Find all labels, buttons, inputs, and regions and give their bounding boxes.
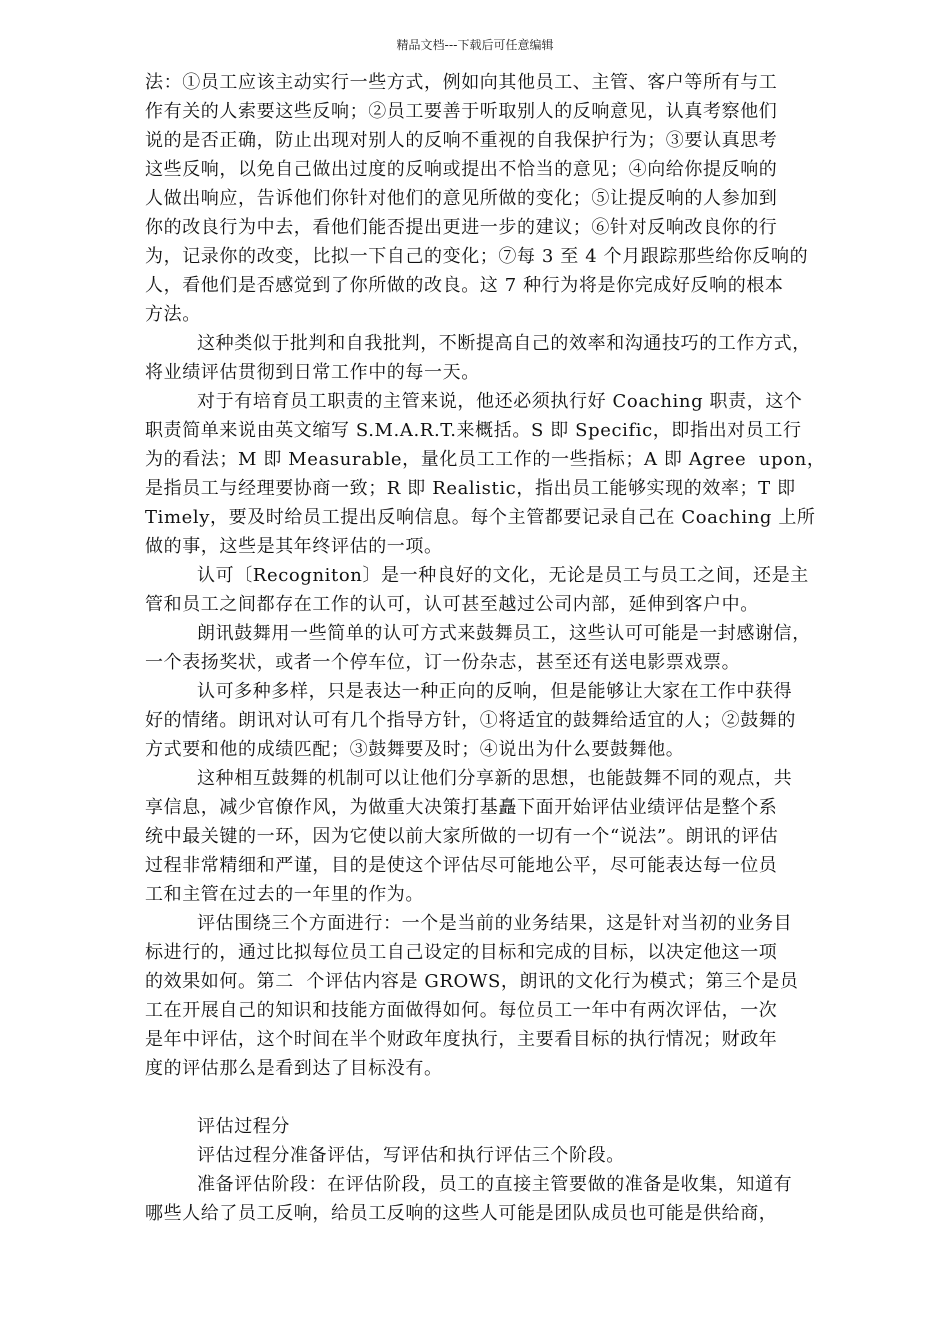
text-line: 方法。 bbox=[145, 304, 201, 325]
text-line: 认可〔Recogniton〕是一种良好的文化，无论是员工与员工之间，还是主 bbox=[197, 565, 809, 586]
text-line: 作有关的人索要这些反响；②员工要善于听取别人的反响意见，认真考察他们 bbox=[145, 101, 778, 122]
text-line: 你的改良行为中去，看他们能否提出更进一步的建议；⑥针对反响改良你的行 bbox=[145, 217, 778, 238]
text-line: 为，记录你的改变，比拟一下自己的变化；⑦每 3 至 4 个月跟踪那些给你反响的 bbox=[145, 246, 809, 267]
text-line: 享信息，减少官僚作风，为做重大决策打基矗下面开始评估业绩评估是整个系 bbox=[145, 797, 778, 818]
text-line: 评估过程分 bbox=[197, 1116, 290, 1137]
text-line: 工和主管在过去的一年里的作为。 bbox=[145, 884, 424, 905]
text-line: 的效果如何。第二 个评估内容是 GROWS，朗讯的文化行为模式；第三个是员 bbox=[145, 971, 799, 992]
text-line: 评估围绕三个方面进行：一个是当前的业务结果，这是针对当初的业务目 bbox=[197, 913, 793, 934]
text-line: 标进行的，通过比拟每位员工自己设定的目标和完成的目标，以决定他这一项 bbox=[145, 942, 778, 963]
text-line: Timely，要及时给员工提出反响信息。每个主管都要记录自己在 Coaching 上所 bbox=[145, 507, 816, 528]
text-line: 将业绩评估贯彻到日常工作中的每一天。 bbox=[145, 362, 480, 383]
text-line: 法：①员工应该主动实行一些方式，例如向其他员工、主管、客户等所有与工 bbox=[145, 72, 778, 93]
text-line: 这些反响，以免自己做出过度的反响或提出不恰当的意见；④向给你提反响的 bbox=[145, 159, 778, 180]
text-line: 工在开展自己的知识和技能方面做得如何。每位员工一年中有两次评估，一次 bbox=[145, 1000, 778, 1021]
blank-line bbox=[145, 1083, 887, 1112]
text-line: 对于有培育员工职责的主管来说，他还必须执行好 Coaching 职责，这个 bbox=[197, 391, 803, 412]
text-line: 好的情绪。朗讯对认可有几个指导方针，①将适宜的鼓舞给适宜的人；②鼓舞的 bbox=[145, 710, 796, 731]
text-line: 是年中评估，这个时间在半个财政年度执行，主要看目标的执行情况；财政年 bbox=[145, 1029, 778, 1050]
text-line: 朗讯鼓舞用一些简单的认可方式来鼓舞员工，这些认可可能是一封感谢信， bbox=[197, 623, 811, 644]
text-line: 哪些人给了员工反响，给员工反响的这些人可能是团队成员也可能是供给商， bbox=[145, 1203, 778, 1224]
text-line: 统中最关键的一环，因为它使以前大家所做的一切有一个“说法”。朗讯的评估 bbox=[145, 826, 779, 847]
text-line: 这种相互鼓舞的机制可以让他们分享新的思想，也能鼓舞不同的观点，共 bbox=[197, 768, 793, 789]
text-line: 过程非常精细和严谨，目的是使这个评估尽可能地公平，尽可能表达每一位员 bbox=[145, 855, 778, 876]
text-line: 说的是否正确，防止出现对别人的反响不重视的自我保护行为；③要认真思考 bbox=[145, 130, 778, 151]
text-line: 职责简单来说由英文缩写 S.M.A.R.T.来概括。S 即 Specific，即指出对员工行 bbox=[145, 420, 802, 441]
text-line: 是指员工与经理要协商一致；R 即 Realistic，指出员工能够实现的效率；T 即 bbox=[145, 478, 796, 499]
text-line: 方式要和他的成绩匹配；③鼓舞要及时；④说出为什么要鼓舞他。 bbox=[145, 739, 685, 760]
document-body bbox=[145, 68, 887, 1228]
text-line: 一个表扬奖状，或者一个停车位，订一份杂志，甚至还有送电影票戏票。 bbox=[145, 652, 741, 673]
text-line: 评估过程分准备评估，写评估和执行评估三个阶段。 bbox=[197, 1145, 625, 1166]
text-line: 做的事，这些是其年终评估的一项。 bbox=[145, 536, 443, 557]
text-line: 度的评估那么是看到达了目标没有。 bbox=[145, 1058, 443, 1079]
text-line: 这种类似于批判和自我批判，不断提高自己的效率和沟通技巧的工作方式， bbox=[197, 333, 811, 354]
text-line: 准备评估阶段：在评估阶段，员工的直接主管要做的准备是收集，知道有 bbox=[197, 1174, 793, 1195]
text-line: 管和员工之间都存在工作的认可，认可甚至越过公司内部，延伸到客户中。 bbox=[145, 594, 759, 615]
text-line: 认可多种多样，只是表达一种正向的反响，但是能够让大家在工作中获得 bbox=[197, 681, 793, 702]
text-line: 为的看法；M 即 Measurable，量化员工工作的一些指标；A 即 Agree upon， bbox=[145, 449, 826, 470]
page-header: 精品文档---下载后可任意编辑 bbox=[396, 38, 554, 52]
text-line: 人，看他们是否感觉到了你所做的改良。这 7 种行为将是你完成好反响的根本 bbox=[145, 275, 784, 296]
text-line: 人做出响应，告诉他们你针对他们的意见所做的变化；⑤让提反响的人参加到 bbox=[145, 188, 778, 209]
